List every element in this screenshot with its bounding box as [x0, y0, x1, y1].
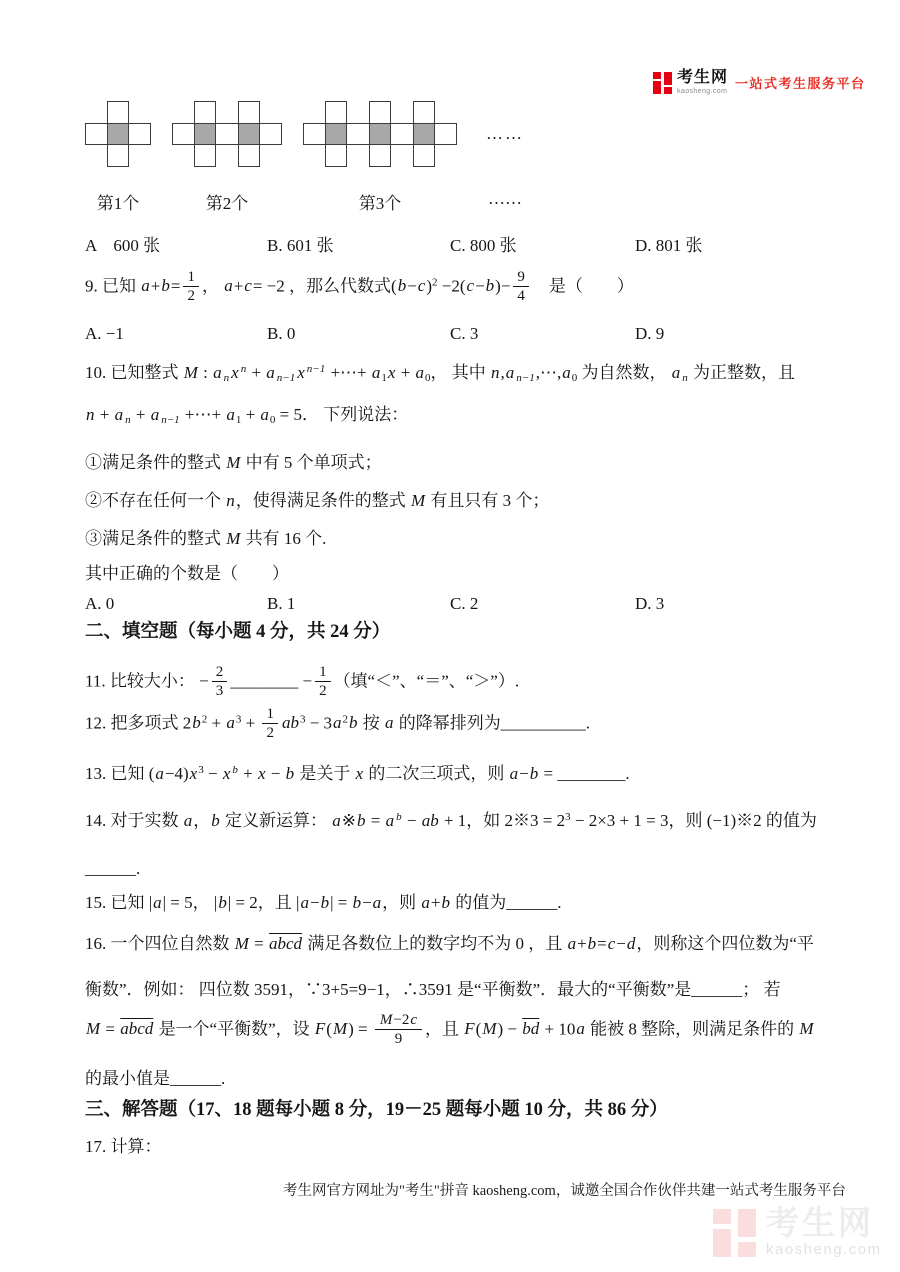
option: B. 601 张 [267, 236, 334, 255]
question-17: 17. 计算： [85, 1137, 162, 1156]
figure-label: 第2个 [205, 194, 249, 213]
question-9: 9. 已知 a+b= $\frac{1}{2}$ ， a+c= −2 ，那么代数式$(b-c)^2 -2(c-b)-$ $\frac{9}{4}$ 是（ ） [85, 269, 634, 304]
question-16-line-1: 16. 一个四位自然数 M = abcd 满足各数位上的数字均不为 0 ，且 a+b=c−d，则称这个四位数为“平 [85, 934, 814, 953]
question-10-statement-1: ①满足条件的整式 M 中有 5 个单项式； [85, 453, 382, 472]
watermark-text [766, 1206, 882, 1257]
footer-text: 考生网官方网址为"考生"拼音 kaosheng.com，诚邀全国合作伙伴共建一站式考生服务平台 [283, 1183, 846, 1199]
kaosheng-watermark-icon [713, 1206, 757, 1260]
watermark-name: 考生网 [766, 1204, 874, 1241]
section-heading-fill-blanks: 二、填空题（每小题 4 分，共 24 分） [85, 622, 391, 642]
question-11: 11. 比较大小： − $\frac{2}{3}$ ________ − $\frac{1}{2}$ （填“＜”、“＝”、“＞”）. [85, 664, 520, 699]
watermark [713, 1206, 882, 1260]
options-row-q9 [85, 324, 875, 348]
option: A. −1 [85, 324, 124, 343]
question-10-prompt: 其中正确的个数是（ ） [85, 564, 289, 583]
pattern-figure [85, 101, 151, 214]
question-10-line-2: n + a $_n$ + a $_{n-1}$ +⋯+ $a_1 + a_0 = 5$． 下列说法： [86, 405, 409, 427]
option: D. 9 [635, 324, 665, 343]
brand-tagline: 一站式考生服务平台 [735, 76, 866, 91]
option: D. 801 张 [635, 236, 703, 255]
question-13: 13. 已知 $(a-4)x^3 - x$ $^b$ + x − b 是关于 x 的二次三项式，则 a−b = ________. [85, 763, 630, 783]
option: B. 1 [267, 594, 296, 613]
option: C. 2 [450, 594, 479, 613]
question-16-line-4: 的最小值是______. [85, 1069, 226, 1088]
figure-label: 第3个 [358, 194, 402, 213]
brand-url: kaosheng.com [677, 88, 728, 95]
option: C. 800 张 [450, 236, 517, 255]
question-12: 12. 把多项式 $2b^2 + a^3$ + $\frac{1}{2}$ $ab^3 - 3a^2b$ 按 a 的降幂排列为__________. [85, 706, 591, 741]
question-15: 15. 已知 |a| = 5， |b| = 2，且 |a−b| = b−a，则 a+b 的值为______. [85, 893, 562, 912]
figure-label: 第1个 [96, 194, 140, 213]
section-heading-solutions: 三、解答题（17、18 题每小题 8 分，19－25 题每小题 10 分，共 86 分） [85, 1100, 668, 1120]
question-10-statement-3: ③满足条件的整式 M 共有 16 个. [85, 529, 327, 548]
figure-ellipsis: …… …… [486, 124, 524, 208]
option: A. 0 [85, 594, 115, 613]
question-10-statement-2: ②不存在任何一个 n，使得满足条件的整式 M 有且只有 3 个； [85, 491, 550, 510]
option: A 600 张 [85, 236, 161, 255]
option: C. 3 [450, 324, 479, 343]
brand-text [677, 70, 728, 95]
options-row-q8 [85, 231, 875, 255]
header-brand [653, 70, 866, 95]
question-16-line-3: M = abcd 是一个“平衡数”，设 F(M) = $\frac{M-2c}{9}$ ，且 $F(M) - \overline{bd} + 10a$ 能被 8 整除，则满足条件的 M [86, 1012, 814, 1047]
question-14-blank: ______. [85, 859, 141, 878]
pattern-figure [172, 101, 282, 214]
options-row-q10 [85, 594, 875, 618]
option: B. 0 [267, 324, 296, 343]
pattern-figures [85, 101, 524, 214]
question-16-line-2: 衡数”．例如： 四位数 3591，∵3+5=9−1，∴3591 是“平衡数”．最大的“平衡数”是______； 若 [85, 980, 781, 999]
brand-name: 考生网 [677, 69, 729, 86]
option: D. 3 [635, 594, 665, 613]
question-10-line-1: 10. 已知整式 M : a $_n$ x $^n$ + a $_{n-1}$ x $^{n-1}$ +⋯+ $a_1x + a_0$， 其中 n,a $_{n-1},\cdots,a_0$ 为自然数， a $_n$ 为正整数，且 [85, 362, 795, 385]
kaosheng-logo-icon [653, 71, 672, 95]
pattern-figure [303, 101, 457, 214]
question-14: 14. 对于实数 a，b 定义新运算： a※b = a $^b$ − ab + 1，如 2※3 = $2^3 - 2\times 3 + 1 = 3$，则 (−1)※2 的值为 [85, 810, 817, 830]
watermark-url: kaosheng.com [766, 1241, 882, 1258]
